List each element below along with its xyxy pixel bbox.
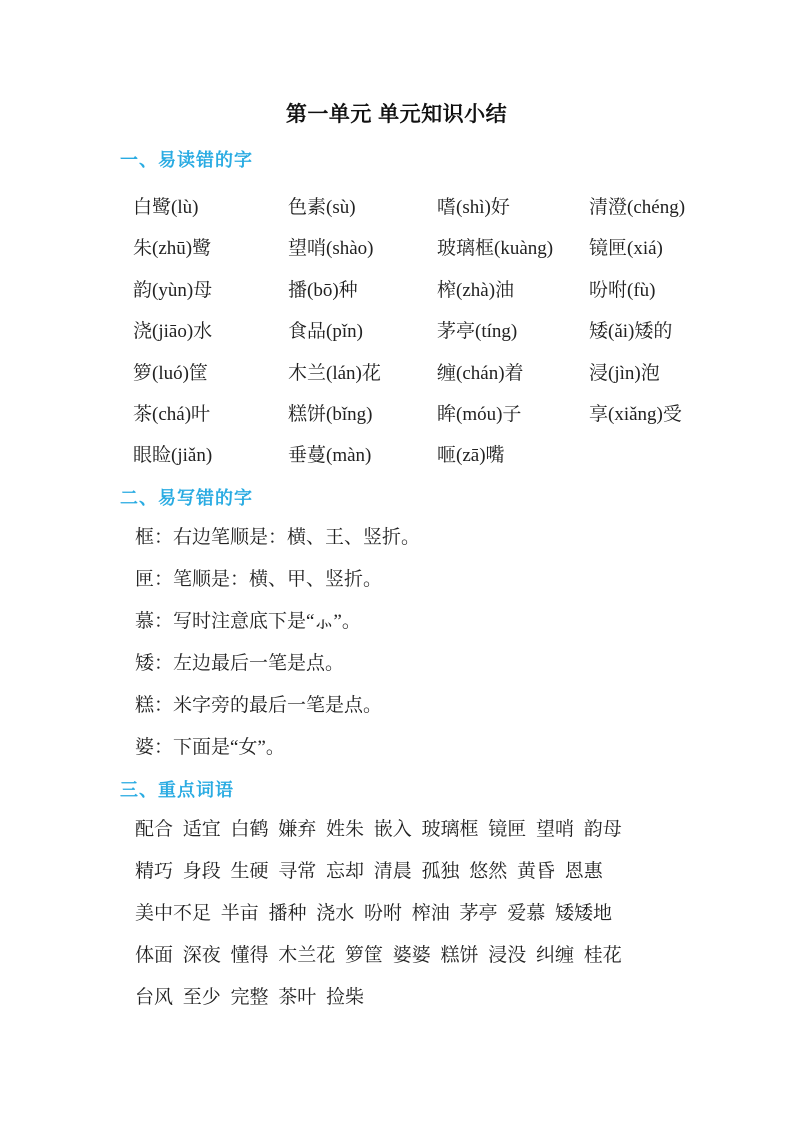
stroke-note-line: 匣：笔顺是：横、甲、竖折。: [135, 568, 383, 590]
stroke-note-line: 慕：写时注意底下是“⺗”。: [135, 610, 361, 632]
word-with-pinyin: 清澄(chéng): [589, 197, 686, 218]
word-with-pinyin: 茅亭(tíng): [437, 321, 518, 343]
word-with-pinyin: 缠(chán)着: [437, 362, 524, 384]
key-words-line: 体面 深夜 懂得 木兰花 箩筐 婆婆 糕饼 浸没 纠缠 桂花: [135, 944, 622, 966]
stroke-note-line: 框：右边笔顺是：横、王、竖折。: [135, 526, 421, 548]
section-heading-key-words: 三、重点词语: [120, 779, 234, 800]
word-with-pinyin: 嗜(shì)好: [437, 197, 510, 218]
stroke-note-list: [135, 517, 773, 769]
word-with-pinyin: 朱(zhū)鹭: [133, 238, 212, 260]
word-with-pinyin: 糕饼(bǐng): [288, 404, 373, 426]
word-with-pinyin: 眼睑(jiǎn): [133, 445, 213, 467]
stroke-note-line: 矮：左边最后一笔是点。: [135, 652, 345, 674]
word-with-pinyin: 垂蔓(màn): [288, 445, 372, 467]
key-words-line: 精巧 身段 生硬 寻常 忘却 清晨 孤独 悠然 黄昏 恩惠: [135, 860, 603, 882]
key-words-line: 美中不足 半亩 播种 浇水 吩咐 榨油 茅亭 爱慕 矮矮地: [135, 902, 613, 924]
key-words-list: [135, 809, 773, 1019]
pinyin-word-grid: [133, 187, 773, 477]
word-with-pinyin: 享(xiǎng)受: [589, 404, 682, 426]
word-with-pinyin: [589, 435, 773, 476]
word-with-pinyin: 白鹭(lù): [133, 197, 199, 218]
key-words-line: 台风 至少 完整 茶叶 捡柴: [135, 986, 365, 1008]
section-heading-misread-characters: 一、易读错的字: [120, 150, 253, 170]
word-with-pinyin: 茶(chá)叶: [133, 404, 211, 426]
word-with-pinyin: 矮(ǎi)矮的: [589, 321, 673, 343]
section-heading-miswritten-characters: 二、易写错的字: [120, 487, 253, 508]
word-with-pinyin: 眸(móu)子: [437, 404, 522, 426]
word-with-pinyin: 咂(zā)嘴: [437, 445, 505, 467]
page-title: 第一单元 单元知识小结: [285, 103, 508, 126]
word-with-pinyin: 播(bō)种: [288, 279, 358, 301]
word-with-pinyin: 韵(yùn)母: [133, 279, 213, 301]
key-words-line: 配合 适宜 白鹤 嫌弃 姓朱 嵌入 玻璃框 镜匣 望哨 韵母: [135, 818, 622, 840]
stroke-note-line: 糕：米字旁的最后一笔是点。: [135, 694, 383, 716]
word-with-pinyin: 食品(pǐn): [288, 321, 363, 343]
word-with-pinyin: 玻璃框(kuàng): [437, 238, 554, 260]
word-with-pinyin: 箩(luó)筐: [133, 362, 208, 384]
word-with-pinyin: 木兰(lán)花: [288, 362, 381, 384]
word-with-pinyin: 榨(zhà)油: [437, 279, 515, 301]
word-with-pinyin: 色素(sù): [288, 197, 356, 218]
word-with-pinyin: 吩咐(fù): [589, 279, 656, 301]
word-with-pinyin: 望哨(shào): [288, 238, 374, 260]
word-with-pinyin: 浇(jiāo)水: [133, 321, 213, 343]
stroke-note-line: 婆：下面是“女”。: [135, 736, 285, 758]
word-with-pinyin: 镜匣(xiá): [589, 238, 663, 260]
word-with-pinyin: 浸(jìn)泡: [589, 362, 660, 384]
